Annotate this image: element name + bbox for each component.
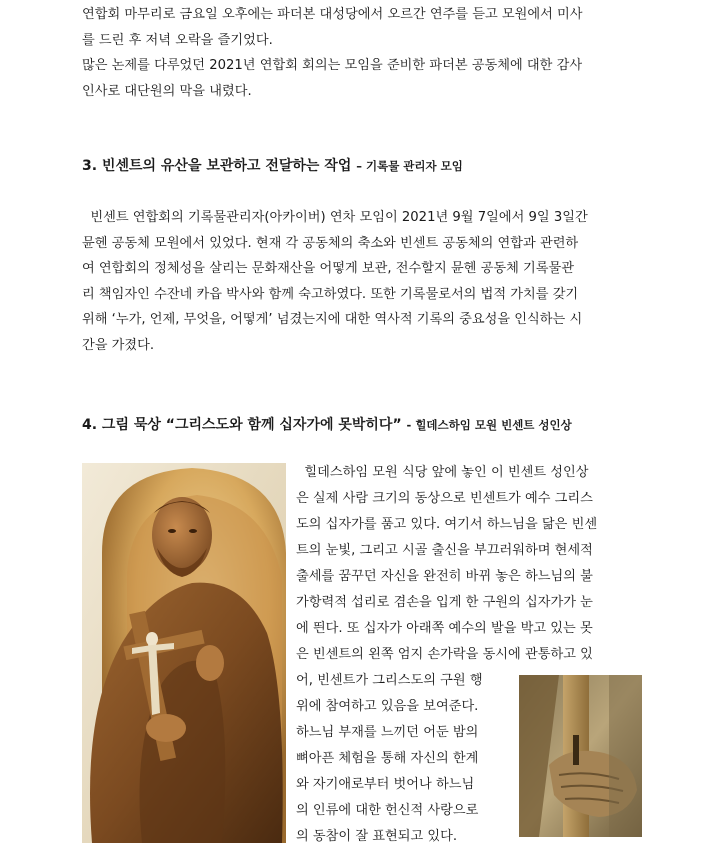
section-4-line: 출세를 꿈꾸던 자신을 완전히 바뀌 놓은 하느님의 불	[296, 569, 593, 584]
section-3-line: 여 연합회의 정체성을 살리는 문화재산을 어떻게 보관, 전수할지 뮨헨 공동체 기록물관	[82, 261, 574, 277]
section-4-line: 의 인류에 대한 헌신적 사랑으로	[296, 803, 479, 818]
intro-line: 연합회 마무리로 금요일 오후에는 파더본 대성당에서 오르간 연주를 듣고 모원에서 미사	[82, 7, 583, 22]
section-4-line: 위에 참여하고 있음을 보여준다.	[296, 699, 479, 714]
section-3-heading	[82, 155, 662, 175]
section-4-line: 도의 십자가를 품고 있다. 여기서 하느님을 닮은 빈센	[296, 517, 598, 532]
section-3-line: 빈센트 연합회의 기록물관리자(아카이버) 연차 모임이 2021년 9월 7일에서 9일 3일간	[82, 210, 588, 225]
section-4-line: 와 자기애로부터 벗어나 하느님	[296, 777, 475, 792]
section-4-line: 트의 눈빛, 그리고 시골 출신을 부끄러워하며 현세적	[296, 543, 593, 558]
section-3-line: 뮨헨 공동체 모원에서 있었다. 현재 각 공동체의 축소와 빈센트 공동체의 연합과 관련하	[82, 235, 579, 251]
section-4-line: 뼈아픈 체험을 통해 자신의 한계	[296, 751, 479, 766]
saint-vincent-statue-photo	[82, 463, 286, 843]
intro-line: 인사로 대단원의 막을 내렸다.	[82, 83, 252, 99]
section-4-line: 은 빈센트의 왼쪽 엄지 손가락을 동시에 관통하고 있	[296, 647, 593, 662]
statue-hand-detail-photo	[519, 675, 642, 837]
section-4-subtitle: - 힐데스하임 모원 빈센트 성인상	[406, 418, 572, 432]
intro-paragraph	[82, 2, 644, 104]
section-4-line: 어, 빈센트가 그리스도의 구원 행	[296, 673, 483, 688]
section-4-line: 의 동참이 잘 표현되고 있다.	[296, 829, 458, 844]
section-4-line: 힐데스하임 모원 식당 앞에 놓인 이 빈센트 성인상	[296, 465, 589, 480]
section-4-line: 은 실제 사람 크기의 동상으로 빈센트가 예수 그리스	[296, 491, 593, 506]
section-4-right-text	[296, 460, 644, 668]
section-3-subtitle: – 기록물 관리자 모임	[356, 159, 463, 173]
intro-line: 많은 논제를 다루었던 2021년 연합회 회의는 모임을 준비한 파더본 공동체에 대한 감사	[82, 58, 583, 74]
section-3-line: 리 책임자인 수잔네 카읍 박사와 함께 숙고하였다. 또한 기록물로서의 법적 가치를 갖기	[82, 286, 579, 302]
section-3-paragraph	[82, 205, 644, 359]
section-4-line: 하느님 부재를 느끼던 어둔 밤의	[296, 725, 479, 740]
section-3-line: 위해 ‘누가, 언제, 무엇을, 어떻게’ 넘겼는지에 대한 역사적 기록의 중요성을 인식하는 시	[82, 312, 583, 328]
section-3-title: 3. 빈센트의 유산을 보관하고 전달하는 작업	[82, 158, 352, 174]
section-4-title: 4. 그림 묵상 “그리스도와 함께 십자가에 못박히다”	[82, 417, 402, 433]
intro-line: 를 드린 후 저녁 오락을 즐기었다.	[82, 32, 273, 48]
section-4-narrow-text	[296, 668, 508, 850]
section-4-line: 가항력적 섭리로 겸손을 입게 한 구원의 십자가가 눈	[296, 595, 593, 610]
section-4-heading	[82, 414, 662, 434]
section-4-line: 에 띈다. 또 십자가 아래쪽 예수의 발을 박고 있는 못	[296, 621, 593, 636]
section-3-line: 간을 가졌다.	[82, 337, 155, 353]
